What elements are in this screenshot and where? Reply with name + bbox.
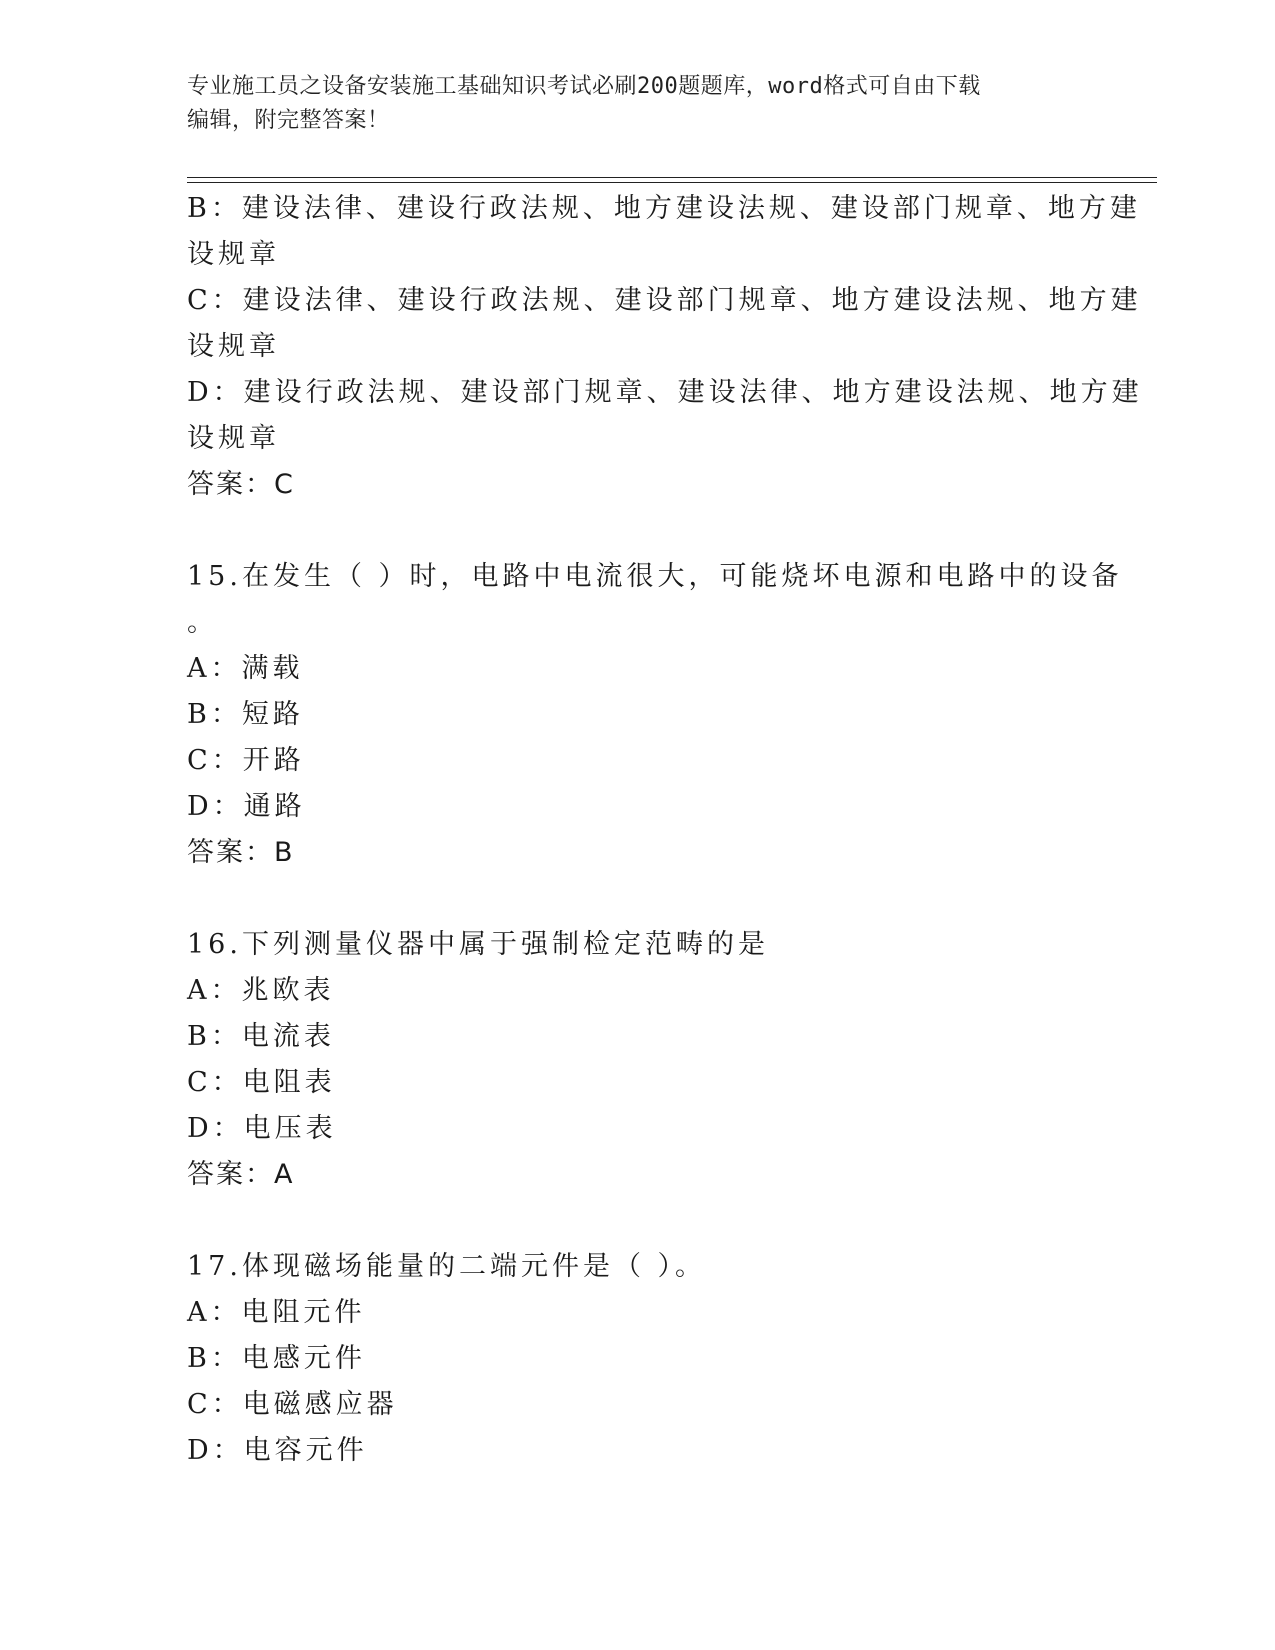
- question-stem: 16.下列测量仪器中属于强制检定范畴的是: [187, 929, 769, 960]
- header-line-2: 编辑，附完整答案！: [187, 108, 390, 133]
- question-stem-line-1: 15.在发生（ ）时，电路中电流很大，可能烧坏电源和电路中的设备: [187, 561, 1123, 592]
- header-divider-top: [187, 177, 1157, 178]
- option-a: A：电阻元件: [187, 1297, 366, 1328]
- header-line-1: 专业施工员之设备安装施工基础知识考试必刷200题题库，word格式可自由下载: [187, 74, 981, 99]
- question-17: [187, 1244, 1087, 1474]
- spacer: [187, 876, 1087, 922]
- option-b-line-1: B：建设法律、建设行政法规、地方建设法规、建设部门规章、地方建: [187, 193, 1141, 224]
- option-a: A：满载: [187, 653, 304, 684]
- question-16: [187, 922, 1087, 1198]
- option-d: D：通路: [187, 791, 306, 822]
- question-stem-line-2: 。: [187, 607, 218, 638]
- option-b: B：短路: [187, 699, 304, 730]
- option-c-line-2: 设规章: [187, 331, 280, 362]
- answer: 答案：B: [187, 837, 295, 868]
- answer: 答案：C: [187, 469, 295, 500]
- header-divider-bottom: [187, 182, 1157, 183]
- option-c: C：电阻表: [187, 1067, 336, 1098]
- option-b: B：电感元件: [187, 1343, 366, 1374]
- option-a: A：兆欧表: [187, 975, 335, 1006]
- spacer: [187, 508, 1087, 554]
- document-header: [187, 70, 1067, 138]
- option-d-line-2: 设规章: [187, 423, 280, 454]
- option-b-line-2: 设规章: [187, 239, 280, 270]
- option-c-line-1: C：建设法律、建设行政法规、建设部门规章、地方建设法规、地方建: [187, 285, 1142, 316]
- question-15: [187, 554, 1123, 876]
- question-14: [187, 186, 1143, 508]
- option-c: C：开路: [187, 745, 305, 776]
- question-stem: 17.体现磁场能量的二端元件是（ ）。: [187, 1251, 707, 1282]
- question-content: [187, 186, 1143, 1474]
- option-d-line-1: D：建设行政法规、建设部门规章、建设法律、地方建设法规、地方建: [187, 377, 1143, 408]
- spacer: [187, 1198, 1087, 1244]
- option-d: D：电容元件: [187, 1435, 368, 1466]
- answer: 答案：A: [187, 1159, 295, 1190]
- option-c: C：电磁感应器: [187, 1389, 398, 1420]
- option-b: B：电流表: [187, 1021, 335, 1052]
- option-d: D：电压表: [187, 1113, 337, 1144]
